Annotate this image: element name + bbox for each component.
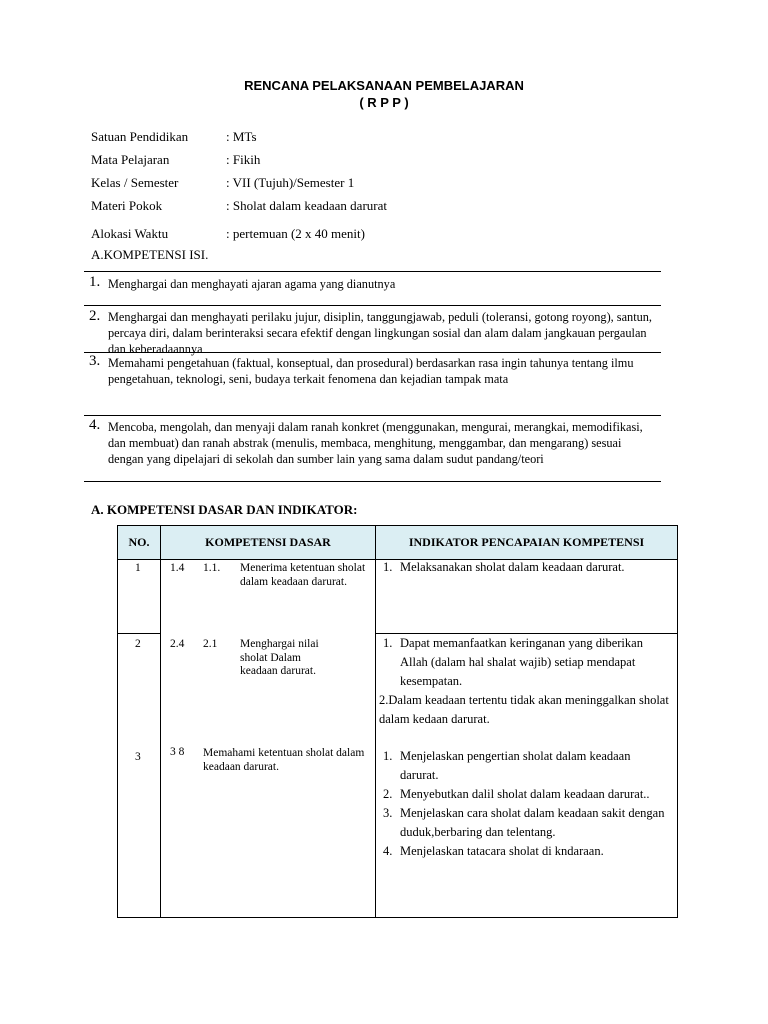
- indicator-item: [381, 634, 671, 691]
- column-divider: [160, 525, 161, 918]
- indicator-list: [381, 634, 671, 729]
- indicator-number: 4.: [383, 844, 393, 858]
- ki-item-text: Menghargai dan menghayati ajaran agama yang dianutnya: [108, 277, 396, 291]
- indicator-item: [381, 558, 671, 577]
- kd-subcode: 2.1: [203, 638, 218, 650]
- indicator-list: [381, 747, 671, 861]
- ki-heading: A.KOMPETENSI ISI.: [91, 247, 209, 262]
- indicator-item: [381, 804, 671, 842]
- identity-value: : pertemuan (2 x 40 menit): [226, 226, 365, 241]
- ki-item-number: 4.: [89, 417, 101, 433]
- indicator-number: 1.: [383, 636, 393, 650]
- header-indikator: INDIKATOR PENCAPAIAN KOMPETENSI: [375, 525, 678, 560]
- page-title: RENCANA PELAKSANAAN PEMBELAJARAN: [244, 78, 524, 93]
- ki-item: [84, 415, 661, 482]
- ki-item: [84, 271, 661, 306]
- indicator-text: Melaksanakan sholat dalam keadaan darurat.: [400, 560, 625, 574]
- header-kompetensi-dasar: KOMPETENSI DASAR: [160, 525, 376, 560]
- row-divider: [117, 633, 160, 634]
- identity-value: : MTs: [226, 129, 257, 144]
- identity-label: Materi Pokok: [91, 198, 163, 213]
- kd-subcode: 1.1.: [203, 562, 221, 574]
- identity-value: : VII (Tujuh)/Semester 1: [226, 175, 355, 190]
- kd-code: 3 8: [170, 746, 185, 758]
- ki-item-text: Mencoba, mengolah, dan menyaji dalam ranah konkret (menggunakan, mengurai, merangkai, memodifikasi, dan membuat) dan ranah abstrak (menulis, membaca, menghitung, menggambar, dan mengarang) sesuai dengan yang dipelajari di sekolah dan sumber lain yang sama dalam sudut pandang/teori: [108, 420, 643, 466]
- ki-item-number: 3.: [89, 353, 101, 369]
- column-divider: [375, 525, 376, 918]
- ki-item-text: Menghargai dan menghayati perilaku jujur, disiplin, tanggungjawab, peduli (toleransi, gotong royong), santun, percaya diri, dalam berinteraksi secara efektif dengan lingkungan sosial dan alam dalam jangkauan pergaulan dan keberadaannya: [108, 310, 652, 356]
- indicator-list: [381, 558, 671, 577]
- identity-label: Mata Pelajaran: [91, 152, 170, 167]
- indicator-text: Dapat memanfaatkan keringanan yang diberikan Allah (dalam hal shalat wajib) setiap mendapat kesempatan.: [400, 636, 643, 688]
- kd-heading: A. KOMPETENSI DASAR DAN INDIKATOR:: [91, 502, 358, 517]
- identity-label: Satuan Pendidikan: [91, 129, 189, 144]
- indicator-number: 1.: [383, 560, 393, 574]
- identity-value: : Sholat dalam keadaan darurat: [226, 198, 387, 213]
- indicator-number: 3.: [383, 806, 393, 820]
- kd-text: Memahami ketentuan sholat dalam keadaan darurat.: [203, 747, 365, 773]
- ki-item: [84, 352, 661, 416]
- indicator-item: [381, 842, 671, 861]
- indicator-number: 1.: [383, 749, 393, 763]
- page-subtitle: ( R P P ): [359, 95, 409, 110]
- indicator-text: Menjelaskan tatacara sholat di kndaraan.: [400, 844, 604, 858]
- ki-item: [84, 305, 661, 356]
- identity-value: : Fikih: [226, 152, 261, 167]
- indicator-text: Menyebutkan dalil sholat dalam keadaan darurat..: [400, 787, 650, 801]
- header-no: NO.: [117, 525, 161, 560]
- indicator-text: Menjelaskan pengertian sholat dalam keadaan darurat.: [400, 749, 631, 782]
- indicator-text: Menjelaskan cara sholat dalam keadaan sakit dengan duduk,berbaring dan telentang.: [400, 806, 665, 839]
- kd-code: 2.4: [170, 638, 185, 650]
- kd-table: [117, 525, 678, 918]
- row-number: 2: [135, 638, 141, 650]
- ki-item-number: 1.: [89, 274, 101, 290]
- kd-text: Menghargai nilai sholat Dalam keadaan darurat.: [240, 638, 319, 677]
- indicator-number: 2.: [383, 787, 393, 801]
- row-number: 3: [135, 751, 141, 763]
- indicator-item: [381, 785, 671, 804]
- indicator-item: [379, 691, 671, 729]
- identity-label: Kelas / Semester: [91, 175, 179, 190]
- indicator-text: 2.Dalam keadaan tertentu tidak akan meninggalkan sholat dalam kedaan darurat.: [379, 693, 669, 726]
- kd-code: 1.4: [170, 562, 185, 574]
- row-number: 1: [135, 562, 141, 574]
- indicator-item: [381, 747, 671, 785]
- ki-item-number: 2.: [89, 308, 101, 324]
- kd-text: Menerima ketentuan sholat dalam keadaan darurat.: [240, 562, 366, 588]
- identity-label: Alokasi Waktu: [91, 226, 169, 241]
- ki-item-text: Memahami pengetahuan (faktual, konseptual, dan prosedural) berdasarkan rasa ingin tahunya tentang ilmu pengetahuan, teknologi, seni, budaya terkait fenomena dan kejadian tampak mata: [108, 356, 634, 386]
